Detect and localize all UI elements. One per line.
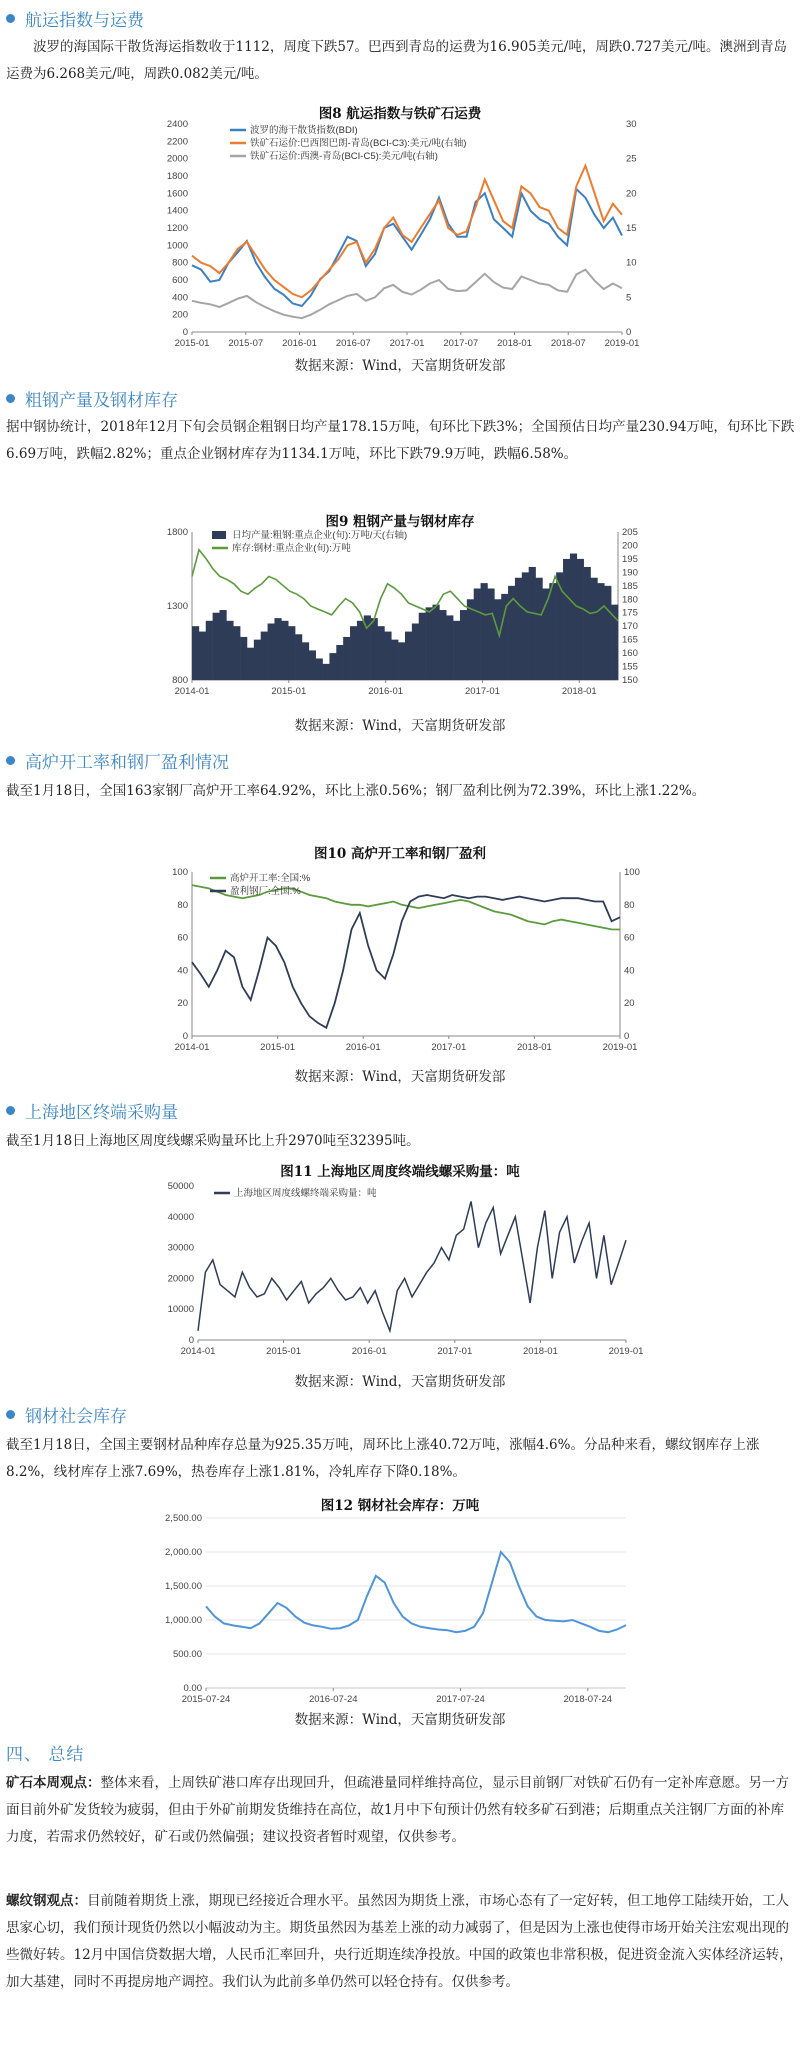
y-tick-label-left: 200 — [172, 309, 188, 321]
y-tick-label-left: 1,000.00 — [165, 1615, 202, 1626]
legend-label: 高炉开工率:全国:% — [230, 873, 311, 884]
bar — [426, 607, 433, 680]
y-tick-label-left: 40000 — [167, 1211, 194, 1223]
y-tick-label-left: 0 — [182, 1031, 188, 1042]
x-tick-label: 2018-07-24 — [563, 1694, 613, 1705]
y-tick-label-left: 100 — [172, 867, 188, 878]
bar — [522, 572, 529, 680]
y-tick-label-right: 175 — [622, 607, 638, 619]
chart-steel-inventory — [150, 1512, 650, 1714]
y-tick-label-left: 2000 — [166, 153, 188, 165]
legend-label: 盈利钢厂:全国:% — [230, 886, 301, 897]
y-tick-label-right: 0 — [624, 1031, 630, 1042]
y-tick-label-left: 80 — [177, 899, 188, 911]
bullet-icon — [6, 394, 15, 403]
bar — [247, 648, 254, 680]
bar — [563, 559, 570, 680]
x-tick-label: 2014-01 — [174, 1042, 210, 1053]
y-tick-label-left: 0.00 — [183, 1683, 202, 1694]
figure-source-12: 数据来源：Wind，天富期货研发部 — [294, 1712, 506, 1728]
y-tick-label-left: 1800 — [166, 527, 188, 538]
bar — [343, 637, 350, 680]
y-tick-label-right: 20 — [626, 188, 637, 200]
bar — [494, 599, 501, 680]
x-tick-label: 2018-01 — [561, 686, 597, 697]
y-tick-label-right: 40 — [624, 965, 635, 977]
bar — [570, 554, 577, 680]
y-tick-label-left: 2400 — [166, 119, 188, 130]
bar — [584, 567, 591, 680]
bar — [549, 583, 556, 680]
y-tick-label-right: 170 — [622, 621, 638, 633]
bar — [391, 640, 398, 680]
bar — [213, 613, 220, 680]
y-tick-label-left: 1800 — [166, 171, 188, 182]
x-tick-label: 2015-01 — [271, 686, 307, 697]
y-tick-label-right: 25 — [626, 153, 637, 165]
x-tick-label: 2016-07 — [335, 338, 371, 349]
legend-label: 日均产量:粗钢:重点企业(旬):万吨/天(右轴) — [232, 530, 408, 541]
legend-label: 铁矿石运价:西澳-青岛(BCI-C5):美元/吨(右轴) — [250, 151, 438, 162]
bar — [226, 621, 233, 680]
bar — [577, 559, 584, 680]
section-title: 钢材社会库存 — [25, 1407, 127, 1427]
bullet-icon — [6, 14, 15, 23]
y-tick-label-right: 200 — [622, 540, 638, 552]
x-tick-label: 2016-01 — [345, 1042, 381, 1053]
x-tick-label: 2017-07 — [443, 338, 479, 349]
x-tick-label: 2018-01 — [522, 1346, 558, 1357]
bar — [281, 621, 288, 680]
bar — [206, 621, 213, 680]
bar — [591, 578, 598, 680]
y-tick-label-right: 160 — [622, 648, 638, 660]
y-tick-label-left: 30000 — [167, 1242, 194, 1254]
legend-label: 铁矿石运价:巴西图巴朗-青岛(BCI-C3):美元/吨(右轴) — [250, 138, 467, 149]
bar — [261, 632, 268, 680]
chart-shanghai-purchase — [150, 1180, 650, 1366]
x-tick-label: 2019-01 — [604, 338, 640, 349]
bar — [274, 618, 281, 680]
y-tick-label-left: 2,500.00 — [165, 1513, 202, 1524]
y-tick-label-right: 180 — [622, 594, 638, 606]
x-tick-label: 2018-07 — [550, 338, 586, 349]
bar — [371, 618, 378, 680]
chart-blast-furnace — [150, 866, 650, 1062]
x-tick-label: 2015-07-24 — [181, 1694, 231, 1705]
figure-title-12: 图12 钢材社会库存：万吨 — [320, 1498, 480, 1514]
section-title: 航运指数与运费 — [25, 11, 144, 31]
y-tick-label-left: 20000 — [167, 1273, 194, 1285]
bar — [309, 650, 316, 680]
bullet-icon — [6, 1410, 15, 1419]
summary-rebar-text: 目前随着期货上涨，期现已经接近合理水平。虽然因为期货上涨，市场心态有了一定好转，但工地停工陆续开始，工人思家心切，我们预计现货仍然以小幅波动为主。期货虽然因为基差上涨的动力减弱了，但是因为上涨也使得市场开始关注宏观出现的些微好转。12月中国信贷数据大增，人民币汇率回升，央行近期连续净投放。中国的政策也非常积极，促进资金流入实体经济运转，加大基建，同时不再提房地产调控。我们认为此前多单仍然可以轻仓持有。仅供参考。 — [6, 1893, 793, 1990]
x-tick-label: 2019-01 — [608, 1346, 644, 1357]
y-tick-label-left: 800 — [172, 675, 188, 686]
x-tick-label: 2017-07-24 — [436, 1694, 485, 1705]
y-tick-label-right: 165 — [622, 634, 638, 646]
x-tick-label: 2015-01 — [174, 338, 210, 349]
bar — [529, 567, 536, 680]
bar — [302, 642, 309, 680]
y-tick-label-right: 205 — [622, 527, 638, 538]
y-tick-label-left: 60 — [177, 932, 188, 944]
y-tick-label-left: 1000 — [166, 240, 188, 252]
series-line — [192, 895, 620, 1028]
y-tick-label-right: 20 — [624, 998, 635, 1010]
summary-iron-ore-text: 整体来看，上周铁矿港口库存出现回升，但疏港量同样维持高位，显示目前钢厂对铁矿石仍有一定补库意愿。另一方面目前外矿发货较为疲弱，但由于外矿前期发货维持在高位，故1月中下旬预计仍然有较多矿石到港；后期重点关注钢厂方面的补库力度，若需求仍然较好，矿石或仍然偏强；建议投资者暂时观望，仅供参考。 — [6, 1775, 789, 1845]
y-tick-label-left: 0 — [188, 1335, 194, 1346]
x-tick-label: 2017-01 — [437, 1346, 473, 1357]
bar — [378, 626, 385, 680]
x-tick-label: 2014-01 — [174, 686, 210, 697]
section-heading-steel-output — [6, 386, 178, 411]
y-tick-label-right: 5 — [626, 292, 632, 304]
figure-title-9: 图9 粗钢产量与钢材库存 — [325, 514, 475, 530]
bar — [199, 632, 206, 680]
summary-iron-ore — [6, 1770, 796, 1851]
bullet-icon — [6, 1106, 15, 1115]
bar — [336, 645, 343, 680]
bar — [350, 626, 357, 680]
y-tick-label-right: 190 — [622, 567, 638, 579]
bar — [501, 594, 508, 680]
bar — [405, 632, 412, 680]
bar — [611, 605, 618, 680]
bar — [329, 653, 336, 680]
y-tick-label-left: 10000 — [167, 1304, 194, 1316]
bar — [412, 623, 419, 680]
bar — [219, 610, 226, 680]
series-line — [192, 166, 622, 298]
y-tick-label-right: 60 — [624, 932, 635, 944]
figure-title-10: 图10 高炉开工率和钢厂盈利 — [314, 846, 486, 862]
y-tick-label-left: 2,000.00 — [165, 1547, 202, 1558]
bar — [556, 572, 563, 680]
y-tick-label-right: 155 — [622, 661, 638, 673]
x-tick-label: 2015-01 — [266, 1346, 302, 1357]
paragraph-shipping: 波罗的海国际干散货海运指数收于1112，周度下跌57。巴西到青岛的运费为16.905美元/吨，周跌0.727美元/吨。澳洲到青岛运费为6.268美元/吨，周跌0.082美元/吨。 — [6, 39, 788, 82]
bar — [288, 626, 295, 680]
summary-iron-ore-label: 矿石本周观点： — [6, 1775, 101, 1791]
x-tick-label: 2015-07 — [228, 338, 264, 349]
y-tick-label-left: 1200 — [166, 223, 188, 234]
series-line — [192, 189, 622, 306]
x-tick-label: 2016-01 — [351, 1346, 387, 1357]
x-tick-label: 2015-01 — [260, 1042, 296, 1053]
bar — [597, 583, 604, 680]
section-title: 上海地区终端采购量 — [25, 1103, 178, 1123]
y-tick-label-right: 80 — [624, 899, 635, 911]
bar — [481, 583, 488, 680]
y-tick-label-right: 150 — [622, 675, 638, 686]
bar — [254, 640, 261, 680]
figure-source-10: 数据来源：Wind，天富期货研发部 — [294, 1069, 506, 1085]
x-tick-label: 2014-01 — [180, 1346, 216, 1357]
x-tick-label: 2017-01 — [465, 686, 500, 697]
y-tick-label-left: 50000 — [167, 1181, 194, 1192]
section-heading-steel-inventory — [6, 1402, 127, 1427]
bar — [295, 634, 302, 680]
bar — [467, 599, 474, 680]
y-tick-label-right: 195 — [622, 553, 638, 565]
bar — [357, 621, 364, 680]
bar — [460, 610, 467, 680]
bar — [240, 637, 247, 680]
summary-rebar — [6, 1888, 796, 1996]
x-tick-label: 2016-01 — [368, 686, 404, 697]
y-tick-label-right: 15 — [626, 223, 637, 234]
figure-title-11: 图11 上海地区周度终端线螺采购量：吨 — [280, 1164, 520, 1180]
x-tick-label: 2019-01 — [602, 1042, 638, 1053]
y-tick-label-left: 2200 — [166, 136, 188, 148]
bar — [384, 632, 391, 680]
bar — [446, 615, 453, 680]
chart-shipping-index — [150, 118, 650, 358]
y-tick-label-left: 400 — [172, 292, 188, 304]
x-tick-label: 2017-01 — [431, 1042, 467, 1053]
figure-title-8: 图8 航运指数与铁矿石运费 — [318, 106, 482, 122]
paragraph-shanghai: 截至1月18日上海地区周度线螺采购量环比上升2970吨至32395吨。 — [6, 1133, 420, 1149]
y-tick-label-right: 0 — [626, 327, 632, 338]
series-line — [198, 1201, 626, 1330]
bar — [604, 586, 611, 680]
bar — [316, 658, 323, 680]
legend-label: 库存:钢材:重点企业(旬):万吨 — [232, 543, 351, 554]
summary-rebar-label: 螺纹钢观点： — [6, 1893, 87, 1909]
bar — [398, 642, 405, 680]
y-tick-label-left: 1300 — [166, 601, 188, 612]
bar — [323, 664, 330, 680]
figure-source-11: 数据来源：Wind，天富期货研发部 — [294, 1374, 506, 1390]
section-heading-blast-furnace — [6, 748, 229, 773]
paragraph-steel-output: 据中钢协统计，2018年12月下旬会员钢企粗钢日均产量178.15万吨，旬环比下跌3%；全国预估日均产量230.94万吨，旬环比下跌6.69万吨，跌幅2.82%；重点企业钢材库存为1134.1万吨，环比下跌79.9万吨，跌幅6.58%。 — [6, 419, 795, 462]
legend-label: 波罗的海干散货指数(BDI) — [250, 125, 358, 136]
section-heading-shipping — [6, 6, 144, 31]
y-tick-label-left: 0 — [182, 327, 188, 338]
figure-source-9: 数据来源：Wind，天富期货研发部 — [294, 718, 506, 734]
y-tick-label-right: 30 — [626, 119, 637, 130]
section-heading-shanghai — [6, 1098, 178, 1123]
y-tick-label-right: 185 — [622, 580, 638, 592]
y-tick-label-left: 1600 — [166, 188, 188, 200]
y-tick-label-right: 10 — [626, 257, 637, 269]
bar — [453, 621, 460, 680]
x-tick-label: 2018-01 — [497, 338, 532, 349]
legend-swatch — [212, 531, 226, 539]
bar — [268, 623, 275, 680]
bar — [419, 613, 426, 680]
bar — [474, 589, 481, 680]
y-tick-label-left: 600 — [172, 275, 188, 286]
section-title: 粗钢产量及钢材库存 — [25, 391, 178, 411]
x-tick-label: 2016-01 — [282, 338, 317, 349]
paragraph-steel-inventory: 截至1月18日，全国主要钢材品种库存总量为925.35万吨，周环比上涨40.72万吨，涨幅4.6%。分品种来看，螺纹钢库存上涨8.2%，线材库存上涨7.69%，热卷库存上涨1.81%，冷轧库存下降0.18%。 — [6, 1437, 760, 1480]
y-tick-label-left: 500.00 — [172, 1649, 202, 1660]
bar — [233, 626, 240, 680]
paragraph-blast-furnace: 截至1月18日，全国163家钢厂高炉开工率64.92%，环比上涨0.56%；钢厂盈利比例为72.39%，环比上涨1.22%。 — [6, 783, 706, 799]
series-line — [192, 270, 622, 319]
bullet-icon — [6, 756, 15, 765]
bar — [439, 610, 446, 680]
bar — [487, 589, 494, 680]
figure-source-8: 数据来源：Wind，天富期货研发部 — [294, 358, 506, 374]
x-tick-label: 2017-01 — [389, 338, 425, 349]
bar — [536, 578, 543, 680]
y-tick-label-left: 1,500.00 — [165, 1581, 202, 1592]
bar — [432, 605, 439, 680]
chart-steel-output — [150, 526, 650, 706]
y-tick-label-left: 20 — [177, 998, 188, 1010]
bar — [515, 578, 522, 680]
summary-heading: 四、 总结 — [6, 1745, 85, 1765]
section-title: 高炉开工率和钢厂盈利情况 — [25, 753, 229, 773]
x-tick-label: 2018-01 — [516, 1042, 552, 1053]
y-tick-label-left: 800 — [172, 257, 188, 269]
y-tick-label-left: 1400 — [166, 205, 188, 217]
y-tick-label-right: 100 — [624, 867, 640, 878]
legend-label: 上海地区周度线螺终端采购量：吨 — [234, 1188, 377, 1199]
x-tick-label: 2016-07-24 — [308, 1694, 358, 1705]
bar — [192, 626, 199, 680]
y-tick-label-left: 40 — [177, 965, 188, 977]
